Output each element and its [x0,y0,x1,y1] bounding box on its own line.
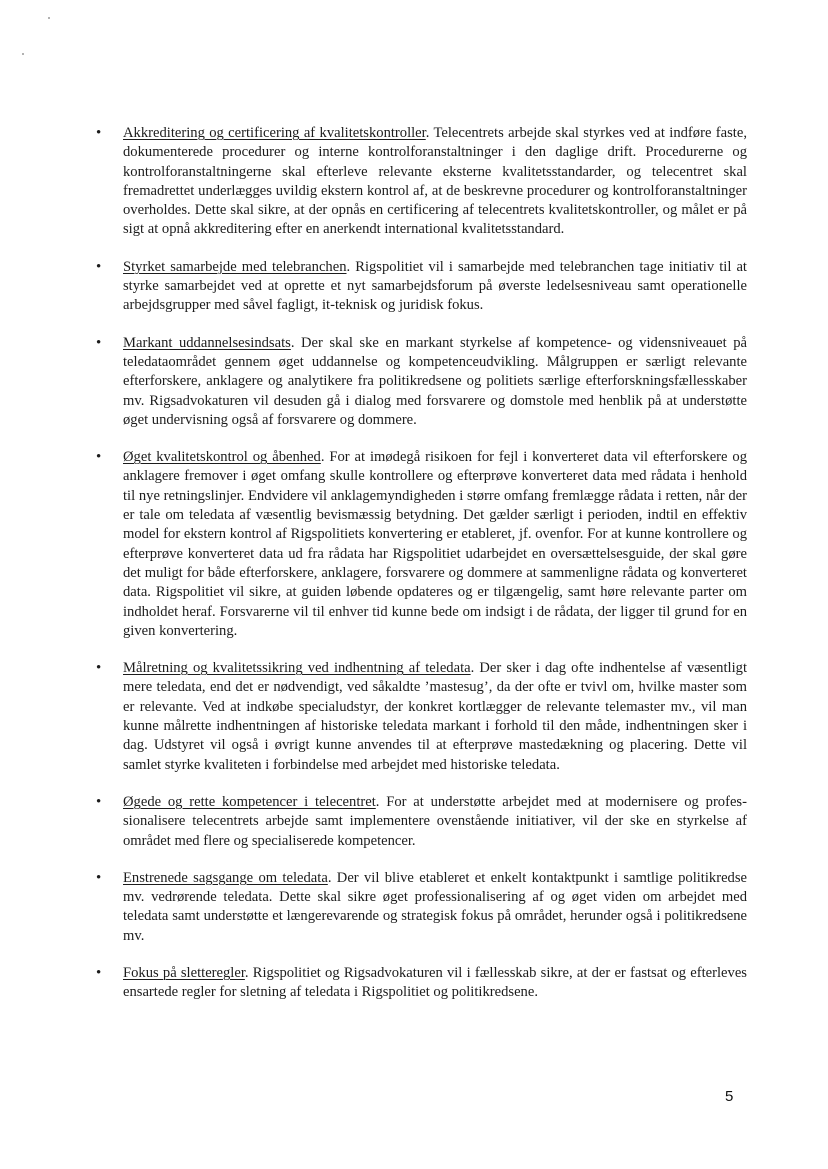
bullet-heading: Markant uddannelsesindsats [123,334,291,351]
bullet-icon: • [96,793,102,810]
bullet-heading: Enstrenede sagsgange om teledata [123,869,328,886]
list-item [95,793,747,851]
list-item [95,964,747,1003]
scan-speck [22,53,24,55]
bullet-icon: • [96,660,102,677]
bullet-icon: • [96,334,102,351]
list-item [95,334,747,430]
list-item [95,124,747,240]
bullet-body: . Telecentrets arbejde skal styrkes ved at indføre faste, dokumenterede procedurer og interne kontrolforanstaltninger i den daglige drift. Procedurerne og kontrolforanstaltningerne skal efterleve relevante eksterne kvalitetsstandarder, og telecentret skal fremadrettet underlægges uvildig ekstern kontrol af, at de beskrevne procedurer og kontrolforanstaltninger overholdes. Dette skal sikre, at der opnås en certificering af telecentrets kvalitetskontroller, og målet er på sigt at opnå akkreditering efter en anerkendt international kvalitetsstandard. [123,125,747,238]
bullet-body: . Der vil blive etableret et enkelt kontaktpunkt i samtlige politikredse mv. vedrørende teledata. Dette skal sikre øget professionalisering af og øget viden om arbejdet med teledata samt understøtte et længerevarende og strategisk fokus på området, herunder også i politikredsene mv. [123,869,747,944]
bullet-body: . Der skal ske en markant styrkelse af kompetence- og vidensniveauet på teledataområdet gennem øget uddannelse og kompetenceudvikling. Målgruppen er særligt relevante efterforskere, anklagere og analytikere fra politikredsene og politiets særlige efterforskningsfællesskaber mv. Rigsadvokaturen vil desuden gå i dialog med forsvarere og domstole med henblik på at understøtte øget undervisning også af forsvarere og dommere. [123,334,747,428]
initiative-list [95,124,747,1021]
bullet-body: . For at imødegå risikoen for fejl i konverteret data vil efterforskere og anklagere fremover i øget omfang skulle kontrollere og efterprøve konverteret data med rådata i henhold til nye retningslinjer. Endvidere vil anklagemyndigheden i større omfang fremlægge rådata i retten, når der er tale om teledata af væsentlig bevismæssig betydning. Det gælder særligt i perioden, indtil en effektiv model for ekstern kontrol af Rigspolitiets konvertering er etableret, jf. ovenfor. For at kunne kontrollere og efterprøve konverteret data ud fra rådata har Rigspolitiet udarbejdet en oversættelsesguide, der skal gøre det muligt for både efterforskere, anklagere, forsvarere og dommere at sammenligne rådata og konverteret data. Rigspolitiet vil sikre, at guiden løbende opdateres og er tilgængelig, samt høre relevante parter om indholdet heraf. Forsvarerne vil til enhver tid kunne bede om indsigt i de rådata, der ligger til grund for en given konvertering. [123,449,747,639]
bullet-icon: • [96,125,102,141]
bullet-heading: Akkreditering og certificering af kvalitetskontroller [123,125,426,141]
bullet-heading: Øget kvalitetskontrol og åbenhed [123,449,321,466]
bullet-icon: • [96,964,102,981]
bullet-heading: Målretning og kvalitetssikring ved indhentning af teledata [123,660,471,677]
bullet-body: . Der sker i dag ofte indhentelse af væsentligt mere teledata, end det er nødvendigt, ved såkaldte ’mastesug’, da der ofte er tvivl om, hvilke master som er relevante. Ved at indkøbe specialudstyr, der konkret kortlægger de relevante telemaster mv., vil man kunne målrette indhentningen af historiske teledata markant i forhold til den måde, indhentningen sker i dag. Udstyret vil også i øvrigt kunne anvendes til at efterprøve mastedækning og placering. Dette vil samlet styrke kvaliteten i forbindelse med arbejdet med historiske teledata. [123,660,747,773]
list-item [95,869,747,946]
bullet-icon: • [96,869,102,886]
bullet-icon: • [96,449,102,466]
bullet-body: . Rigspolitiet vil i samarbejde med telebranchen tage initiativ til at styrke samarbejdet ved at oprette et nyt samarbejdsforum på øverste ledelsesniveau samt operationelle arbejdsgrupper med såvel fagligt, it-teknisk og juridisk fokus. [123,258,747,314]
list-item [95,448,747,641]
list-item [95,258,747,316]
bullet-heading: Fokus på sletteregler [123,964,245,981]
bullet-icon: • [96,258,102,275]
bullet-heading: Styrket samarbejde med telebranchen [123,258,347,275]
list-item [95,659,747,775]
scan-speck [48,17,50,19]
bullet-heading: Øgede og rette kompetencer i telecentret [123,793,376,810]
bullet-body: . Rigspolitiet og Rigsadvokaturen vil i fællesskab sikre, at der er fastsat og efterleves ensartede regler for sletning af teledata i Rigspolitiet og politikredsene. [123,964,747,1001]
bullet-body: . For at understøtte arbejdet med at modernisere og professionalisere telecentrets arbejde samt implementere ovenstående initiativer, vil der ske en styrkelse af området med flere og specialiserede kompetencer. [123,793,747,849]
page-number: 5 [725,1088,734,1105]
